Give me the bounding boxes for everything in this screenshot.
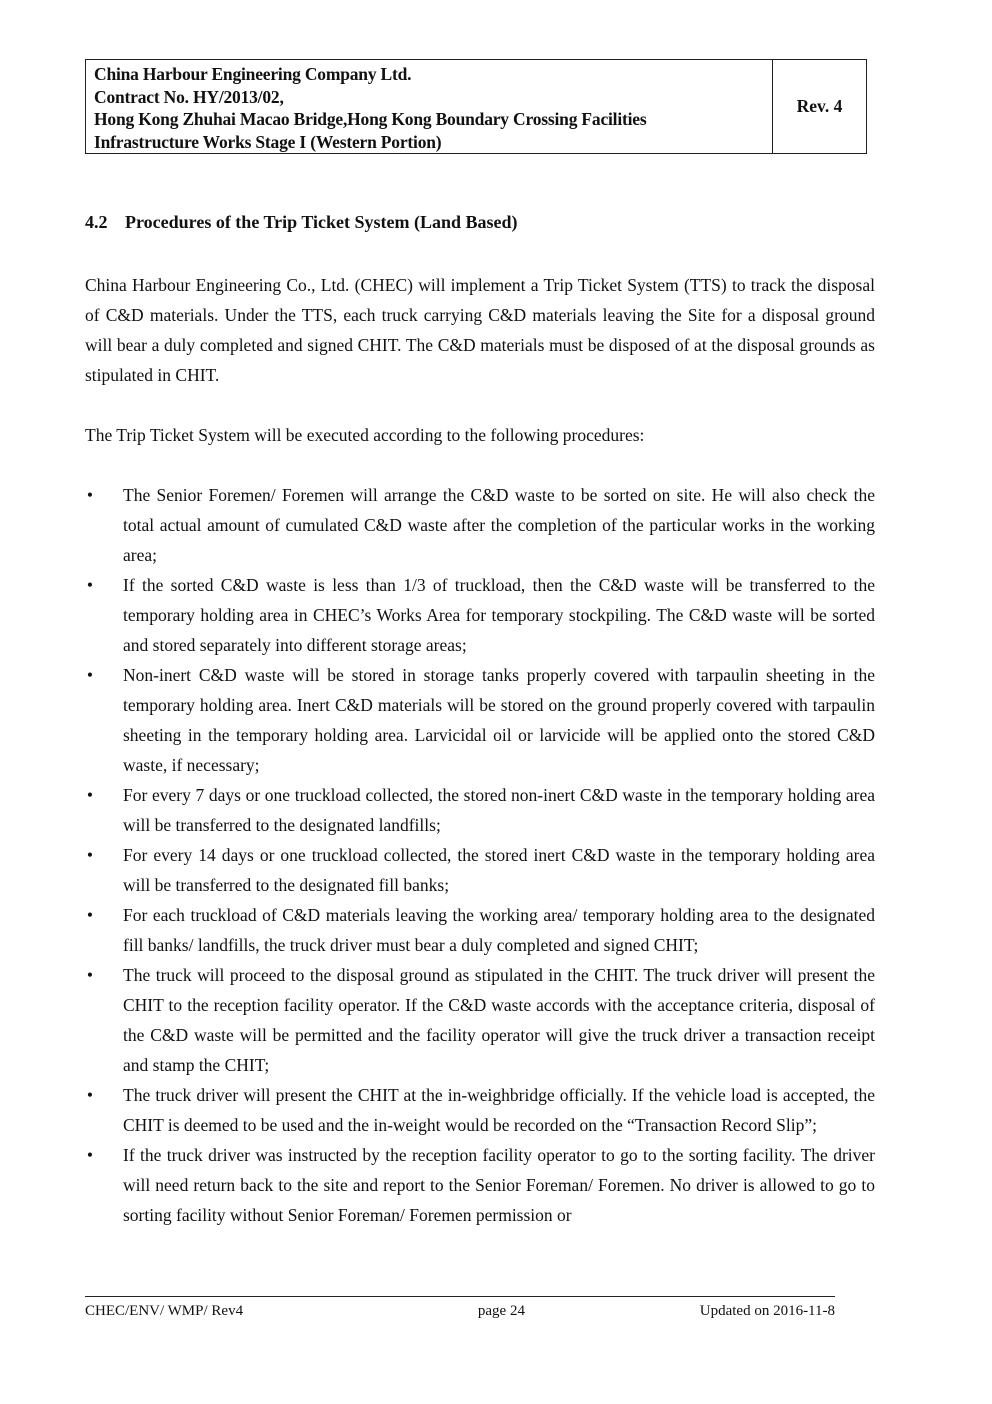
page-footer: [85, 1303, 835, 1320]
list-item: • If the truck driver was instructed by the reception facility operator to go to the sorting facility. The driver will need return back to the site and report to the Senior Foreman/ Foremen. No driver is allowed to go to sorting facility without Senior Foreman/ Foremen permission or: [85, 1140, 875, 1230]
footer-page-number: page 24: [477, 1303, 525, 1319]
bullet-icon: •: [86, 665, 94, 685]
header-stage: Infrastructure Works Stage I (Western Portion): [94, 131, 442, 152]
list-item: • Non-inert C&D waste will be stored in storage tanks properly covered with tarpaulin sheeting in the temporary holding area. Inert C&D materials will be stored on the ground properly covered with tarpaulin sheeting in the temporary holding area. Larvicidal oil or larvicide will be applied onto the stored C&D waste, if necessary;: [85, 660, 875, 780]
list-item: • The truck will proceed to the disposal ground as stipulated in the CHIT. The truck driver will present the CHIT to the reception facility operator. If the C&D waste accords with the acceptance criteria, disposal of the C&D waste will be permitted and the facility operator will give the truck driver a transaction receipt and stamp the CHIT;: [85, 960, 875, 1080]
intro-paragraph: China Harbour Engineering Co., Ltd. (CHEC) will implement a Trip Ticket System (TTS) to track the disposal of C&D materials. Under the TTS, each truck carrying C&D materials leaving the Site for a disposal ground will bear a duly completed and signed CHIT. The C&D materials must be disposed of at the disposal grounds as stipulated in CHIT.: [85, 275, 875, 385]
bullet-icon: •: [86, 1145, 94, 1165]
list-item: • For every 7 days or one truckload collected, the stored non-inert C&D waste in the temporary holding area will be transferred to the designated landfills;: [85, 780, 875, 840]
section-number: 4.2: [85, 212, 108, 232]
header-company: China Harbour Engineering Company Ltd.: [94, 64, 412, 84]
lead-paragraph: The Trip Ticket System will be executed according to the following procedures:: [85, 425, 645, 445]
section-title: Procedures of the Trip Ticket System (Land Based): [125, 212, 518, 232]
list-item: • For every 14 days or one truckload collected, the stored inert C&D waste in the temporary holding area will be transferred to the designated fill banks;: [85, 840, 875, 900]
footer-doc-ref: CHEC/ENV/ WMP/ Rev4: [85, 1303, 244, 1319]
bullet-icon: •: [86, 785, 94, 805]
bullet-icon: •: [86, 485, 94, 505]
header-project: Hong Kong Zhuhai Macao Bridge,Hong Kong Boundary Crossing Facilities: [94, 109, 647, 129]
section-heading: [85, 212, 518, 233]
bullet-icon: •: [86, 965, 94, 985]
bullet-icon: •: [86, 845, 94, 865]
bullet-icon: •: [86, 575, 94, 595]
bullet-icon: •: [86, 1085, 94, 1105]
header-contract: Contract No. HY/2013/02,: [94, 86, 284, 107]
header-revision: Rev. 4: [796, 96, 843, 116]
list-item: • The truck driver will present the CHIT at the in-weighbridge officially. If the vehicle load is accepted, the CHIT is deemed to be used and the in-weight would be recorded on the “Transaction Record Slip”;: [85, 1080, 875, 1140]
list-item: • The Senior Foremen/ Foremen will arrange the C&D waste to be sorted on site. He will also check the total actual amount of cumulated C&D waste after the completion of the particular works in the working area;: [85, 480, 875, 570]
procedure-list: [85, 480, 875, 1230]
list-item: • For each truckload of C&D materials leaving the working area/ temporary holding area to the designated fill banks/ landfills, the truck driver must bear a duly completed and signed CHIT;: [85, 900, 875, 960]
bullet-icon: •: [86, 905, 94, 925]
footer-updated-date: Updated on 2016-11-8: [699, 1303, 835, 1319]
header-title-block: [86, 60, 773, 153]
list-item: • If the sorted C&D waste is less than 1/3 of truckload, then the C&D waste will be transferred to the temporary holding area in CHEC’s Works Area for temporary stockpiling. The C&D waste will be sorted and stored separately into different storage areas;: [85, 570, 875, 660]
footer-divider: [85, 1296, 835, 1297]
document-header: [85, 59, 867, 154]
